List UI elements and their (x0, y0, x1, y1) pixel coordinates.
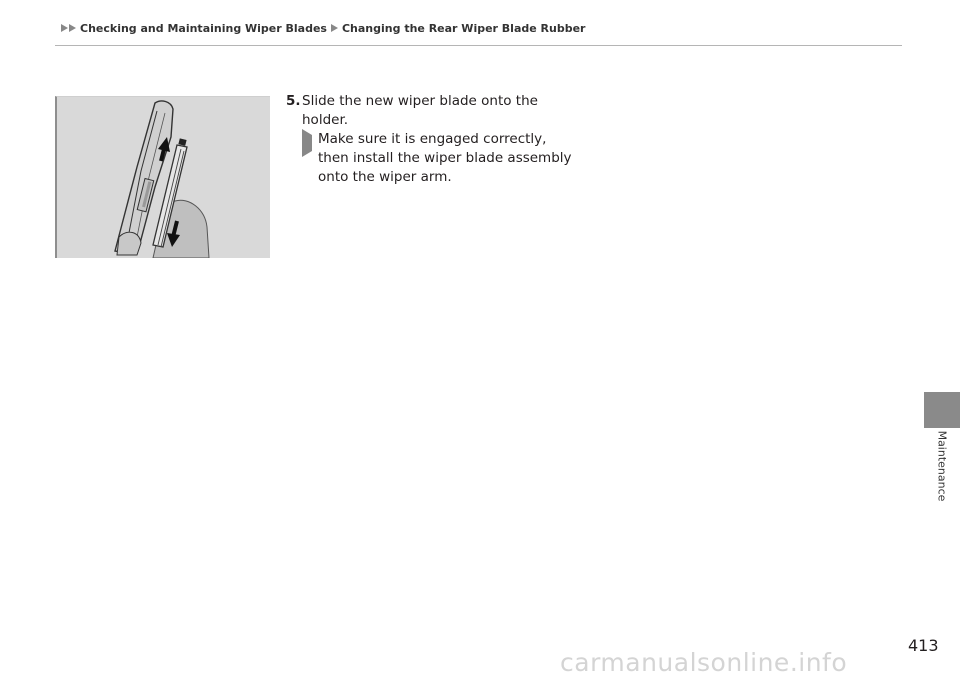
note-arrow-icon (302, 130, 318, 187)
step-note (302, 130, 586, 187)
section-tab (924, 392, 960, 428)
breadcrumb-section: Checking and Maintaining Wiper Blades (80, 21, 327, 35)
wiper-blade-illustration (55, 96, 270, 258)
step-line (286, 92, 586, 130)
note-text: Make sure it is engaged correctly, then install the wiper blade assembly onto the wiper arm. (318, 131, 572, 185)
step-text: Slide the new wiper blade onto the holder. (302, 93, 538, 128)
header-divider (55, 45, 902, 46)
watermark: carmanualsonline.info (560, 648, 848, 677)
breadcrumb-arrows-icon (61, 24, 77, 32)
breadcrumb-separator-icon (331, 24, 339, 32)
instruction-step (286, 92, 586, 187)
page-number: 413 (908, 636, 939, 655)
breadcrumb (61, 19, 585, 37)
breadcrumb-subsection: Changing the Rear Wiper Blade Rubber (341, 21, 586, 35)
section-tab-label: Maintenance (935, 430, 949, 502)
wiper-blade-drawing (57, 97, 270, 258)
step-number: 5. (286, 93, 301, 109)
